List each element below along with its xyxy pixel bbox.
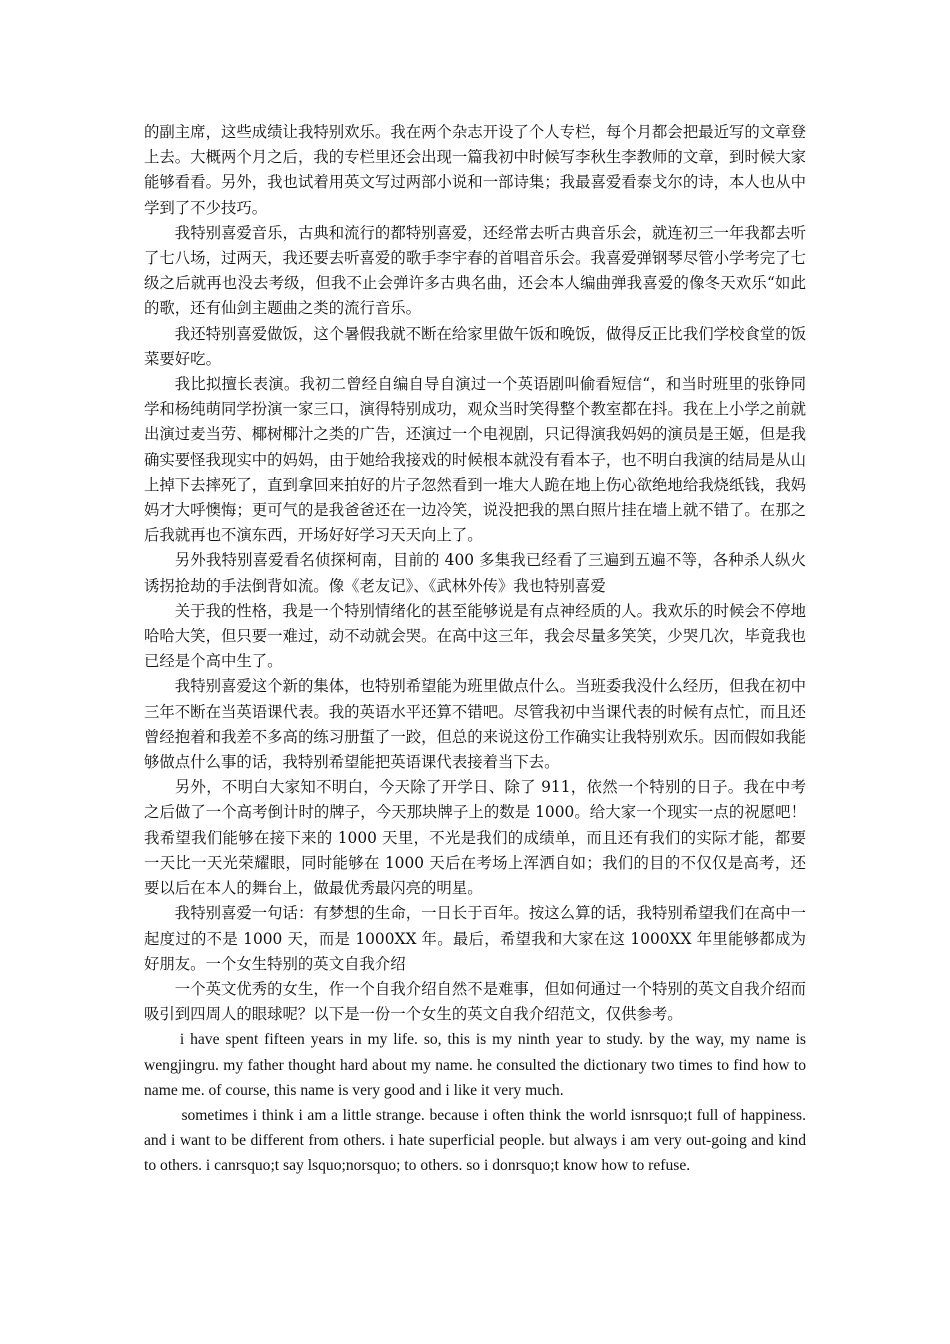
paragraph-6: 关于我的性格，我是一个特别情绪化的甚至能够说是有点神经质的人。我欢乐的时候会不停地哈哈大笑，但只要一难过，动不动就会哭。在高中这三年，我会尽量多笑笑，少哭几次，毕竟我也已经是个高中生了。 (144, 601, 806, 671)
paragraph-10: 一个英文优秀的女生，作一个自我介绍自然不是难事，但如何通过一个特别的英文自我介绍而吸引到四周人的眼球呢？以下是一份一个女生的英文自我介绍范文，仅供参考。 (144, 979, 806, 1024)
paragraph-1: 的副主席，这些成绩让我特别欢乐。我在两个杂志开设了个人专栏，每个月都会把最近写的文章登上去。大概两个月之后，我的专栏里还会出现一篇我初中时候写李秋生李教师的文章，到时候大家能够看看。另外，我也试着用英文写过两部小说和一部诗集；我最喜爱看泰戈尔的诗，本人也从中学到了不少技巧。 (144, 123, 806, 217)
paragraph-5: 另外我特别喜爱看名侦探柯南，目前的 400 多集我已经看了三遍到五遍不等，各种杀人纵火诱拐抢劫的手法倒背如流。像《老友记》、《武林外传》我也特别喜爱 (144, 551, 806, 595)
paragraph-4: 我比拟擅长表演。我初二曾经自编自导自演过一个英语剧叫偷看短信“，和当时班里的张铮同学和杨纯萌同学扮演一家三口，演得特别成功，观众当时笑得整个教室都在抖。我在上小学之前就出演过麦当劳、椰树椰汁之类的广告，还演过一个电视剧，只记得演我妈妈的演员是王姬，但是我确实要怪我现实中的妈妈，由于她给我接戏的时候根本就没有看本子，也不明白我演的结局是从山上掉下去摔死了，直到拿回来拍好的片子忽然看到一堆大人跪在地上伤心欲绝地给我烧纸钱，我妈妈才大呼懊悔；更可气的是我爸爸还在一边冷笑，说没把我的黑白照片挂在墙上就不错了。在那之后我就再也不演东西，开场好好学习天天向上了。 (144, 375, 806, 545)
paragraph-3: 我还特别喜爱做饭，这个暑假我就不断在给家里做午饭和晚饭，做得反正比我们学校食堂的饭菜要好吃。 (144, 324, 806, 368)
paragraph-english-1: i have spent fifteen years in my life. so, this is my ninth year to study. by the way, my name is wengjingru. my father thought hard about my name. he consulted the dictionary two times to find how to name me. of course, this name is very good and i like it very much. (144, 1031, 806, 1099)
paragraph-9: 我特别喜爱一句话：有梦想的生命，一日长于百年。按这么算的话，我特别希望我们在高中一起度过的不是 1000 天，而是 1000XX 年。最后，希望我和大家在这 1000XX 年里能够都成为好朋友。一个女生特别的英文自我介绍 (144, 904, 806, 973)
document-body (144, 120, 806, 1179)
paragraph-2: 我特别喜爱音乐，古典和流行的都特别喜爱，还经常去听古典音乐会，就连初三一年我都去听了七八场，过两天，我还要去听喜爱的歌手李宇春的首唱音乐会。我喜爱弹钢琴尽管小学考完了七级之后就再也没去考级，但我不止会弹许多古典名曲，还会本人编曲弹我喜爱的像冬天欢乐“如此的歌，还有仙剑主题曲之类的流行音乐。 (144, 223, 806, 318)
paragraph-8: 另外，不明白大家知不明白，今天除了开学日、除了 911，依然一个特别的日子。我在中考之后做了一个高考倒计时的牌子，今天那块牌子上的数是 1000。给大家一个现实一点的祝愿吧！我希望我们能够在接下来的 1000 天里，不光是我们的成绩单，而且还有我们的实际才能，都要一天比一天光荣耀眼，同时能够在 1000 天后在考场上浑洒自如；我们的目的不仅仅是高考，还要以后在本人的舞台上，做最优秀最闪亮的明星。 (144, 778, 806, 898)
paragraph-7: 我特别喜爱这个新的集体，也特别希望能为班里做点什么。当班委我没什么经历，但我在初中三年不断在当英语课代表。我的英语水平还算不错吧。尽管我初中当课代表的时候有点忙，而且还曾经抱着和我差不多高的练习册蜇了一跤，但总的来说这份工作确实让我特别欢乐。因而假如我能够做点什么事的话，我特别希望能把英语课代表接着当下去。 (144, 677, 806, 772)
paragraph-english-2: sometimes i think i am a little strange. because i often think the world isnrsquo;t full of happiness. and i want to be different from others. i hate superficial people. but always i am very out-going and kind to others. i canrsquo;t say lsquo;norsquo; to others. so i donrsquo;t know how to refuse. (144, 1106, 806, 1175)
